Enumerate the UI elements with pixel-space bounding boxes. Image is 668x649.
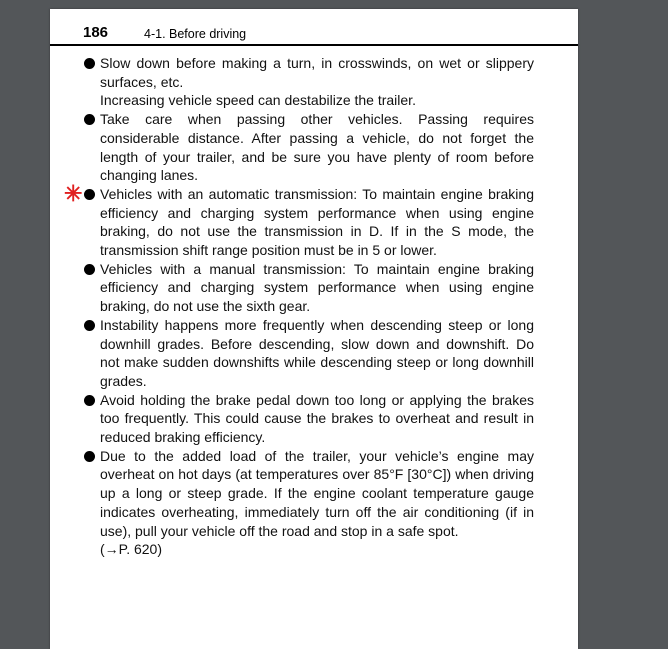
- item-text: Vehicles with an automatic transmission: To maintain engine braking efficiency and charging system performance when using engine braking, do not use the transmission in D. If in the S mode, the transmission shift range position must be in 5 or lower.: [100, 185, 534, 259]
- bullet-list: [64, 54, 534, 559]
- page-number: 186: [83, 24, 109, 41]
- annotation-asterisk-icon: ✳: [64, 180, 83, 206]
- header-divider: [50, 44, 578, 46]
- bullet-icon: [84, 451, 95, 462]
- page-header: [50, 9, 578, 46]
- bullet-icon: [84, 114, 95, 125]
- list-item: [100, 110, 534, 185]
- list-item: [100, 54, 534, 110]
- item-text: Vehicles with a manual transmission: To maintain engine braking efficiency and charging system performance when using engine braking, do not use the sixth gear.: [100, 260, 534, 315]
- list-item: [100, 447, 534, 559]
- list-item: [100, 391, 534, 447]
- item-text: Avoid holding the brake pedal down too long or applying the brakes too frequently. This could cause the brakes to overheat and result in reduced braking efficiency.: [100, 391, 534, 446]
- item-text: Due to the added load of the trailer, your vehicle’s engine may overheat on hot days (at temperatures over 85°F [30°C]) when driving up a long or steep grade. If the engine coolant temperature gauge indicates overheating, immediately turn off the air conditioning (if in use), pull your vehicle off the road and stop in a safe spot.: [100, 447, 534, 539]
- bullet-icon: [84, 320, 95, 331]
- item-note: Increasing vehicle speed can destabilize the trailer.: [100, 92, 416, 109]
- bullet-icon: [84, 395, 95, 406]
- bullet-icon: [84, 58, 95, 69]
- page-reference-link[interactable]: (→P. 620): [100, 541, 162, 558]
- section-title: 4-1. Before driving: [144, 27, 247, 41]
- document-page: [50, 9, 578, 649]
- item-text: Slow down before making a turn, in crosswinds, on wet or slippery surfaces, etc.: [100, 55, 534, 90]
- list-item: [100, 316, 534, 391]
- bullet-icon: [84, 189, 95, 200]
- item-text: Take care when passing other vehicles. Passing requires considerable distance. After passing a vehicle, do not forget the length of your trailer, and be sure you have plenty of room before changing lanes.: [100, 111, 534, 184]
- bullet-icon: [84, 264, 95, 275]
- item-text: Instability happens more frequently when descending steep or long downhill grades. Before descending, slow down and downshift. Do not make sudden downshifts while descending steep or long downhill grades.: [100, 316, 534, 389]
- list-item: [64, 180, 534, 260]
- list-item: [100, 260, 534, 316]
